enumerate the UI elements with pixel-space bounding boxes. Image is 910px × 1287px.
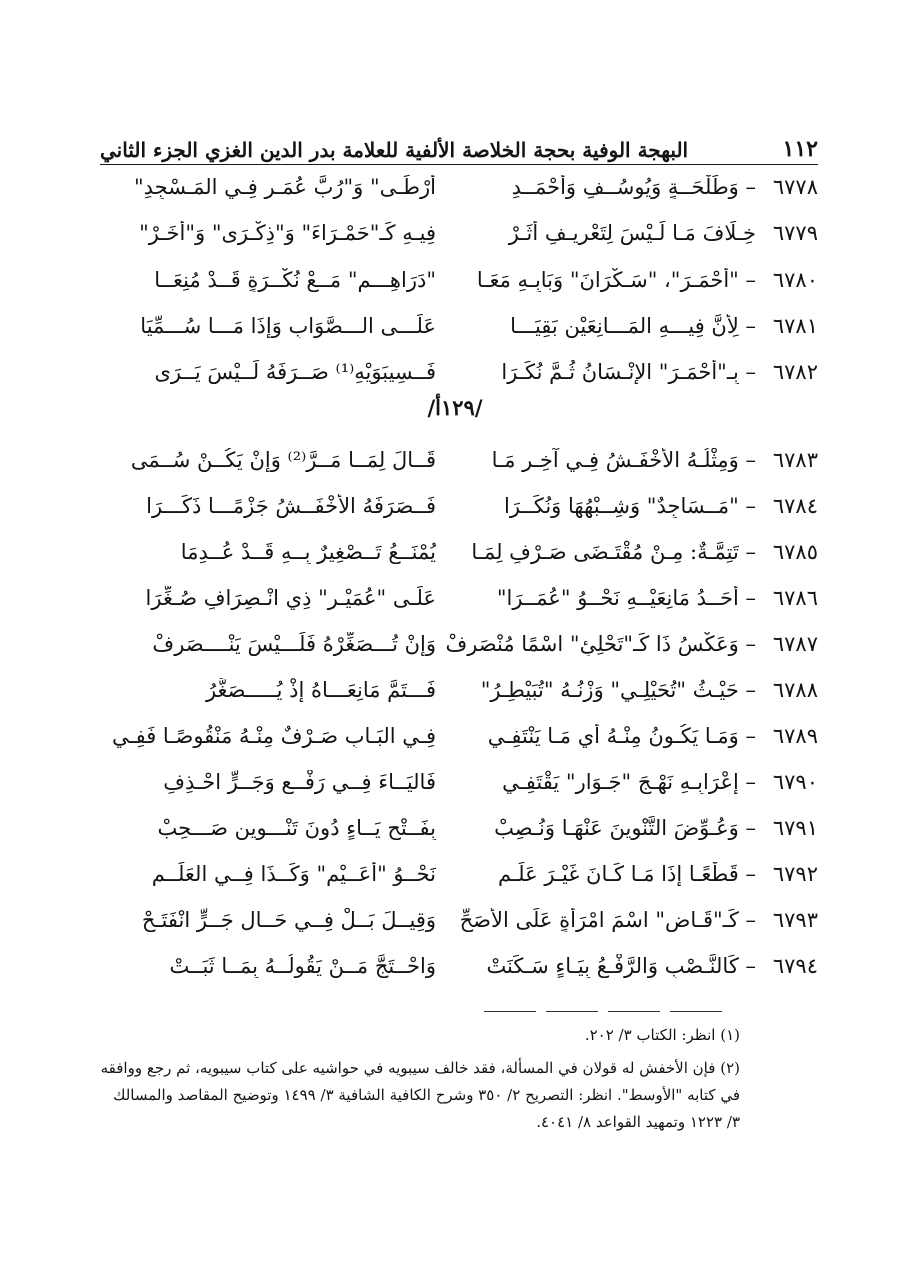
header-title: البهجة الوفية بحجة الخلاصة الألفية للعلامة بدر الدين الغزي الجزء الثاني: [100, 138, 689, 162]
verse-number: ٦٧٨١: [772, 314, 818, 338]
second-hemistich: فِـي البَـابِ صَـرْفٌ مِنْـهُ مَنْقُوصًـا فَفِـي: [111, 724, 436, 748]
first-hemistich: – وَعُـوِّضَ التَّنْوِينَ عَنْهَـا وَنُـصِبْ: [494, 816, 756, 840]
verse-number: ٦٧٩٢: [772, 862, 818, 886]
second-hemistich: أَرْطَـى" وَ"رُبَّ عُمَـرٍ فِـي المَـسْجِدِ": [133, 175, 436, 199]
first-hemistich: – قَطْعًـا إِذَا مَـا كَـانَ غَيْـرَ عَلَـمِ: [498, 862, 756, 886]
verse-line: [100, 352, 818, 392]
verse-number: ٦٧٩١: [772, 816, 818, 840]
footnotes: [100, 1022, 740, 1142]
folio-marker: /١٢٩أ/: [427, 395, 483, 420]
verse-number: ٦٧٨٣: [772, 448, 818, 472]
first-hemistich: – وَمَـا يَكُـونُ مِنْـهُ أَيِ مَـا يَنْتَفِـي: [487, 724, 756, 748]
second-hemistich: نَحْــوُ "أُعَــيْمٍ" وَكَــذَا فِــي العَلَــمِ: [151, 862, 436, 886]
first-hemistich: – حَيْـثُ "تُحَيْلِـي" وَزْنُـهُ "تُبَيْطِـرُ": [480, 678, 756, 702]
verse-line: [100, 486, 818, 526]
first-hemistich: خِـلَافَ مَـا لَـيْسَ لِتَعْرِيـفٍ أَثَـرْ: [508, 221, 756, 245]
running-header: [100, 122, 818, 162]
footnote-marker: (٢): [720, 1059, 740, 1077]
verse-line: [100, 306, 818, 346]
second-hemistich: يُمْنَــعُ تَــصْغِيرٌ بِــهِ قَــدْ عُــدِمَا: [180, 540, 436, 564]
verse-line: [100, 532, 818, 572]
verse-number: ٦٧٨٥: [772, 540, 818, 564]
verse-line: [100, 213, 818, 253]
second-hemistich: قَــالَ لِمَــا مَــرَّ⁽²⁾ وَإِنْ يَكُــنْ سُــمَى: [130, 448, 436, 472]
verse-number: ٦٧٩٤: [772, 954, 818, 978]
footnote: [100, 1022, 740, 1049]
verse-line: [100, 440, 818, 480]
second-hemistich: وَإِنْ تُـــصَغِّرْهُ فَلَـــيْسَ يَنْــــصَرِفْ: [152, 632, 436, 656]
second-hemistich: فَـــتَمَّ مَانِعَـــاهُ إِذْ يُـــــصَغَّرُ: [205, 678, 436, 702]
second-hemistich: عَلَـــى الـــصَّوَابِ وَإِذَا مَـــا سُـــمِّيَا: [140, 314, 436, 338]
first-hemistich: – وَطَلْحَــةٍ وَيُوسُــفٍ وَأَحْمَــدِ: [511, 175, 756, 199]
second-hemistich: بِفَــتْحٍ يَــاءٍ دُونَ تَنْـــوِينٍ صَـــحِبْ: [157, 816, 436, 840]
verse-line: [100, 854, 818, 894]
first-hemistich: – كَـ"قَـاضٍ" اسْمَ امْرَأَةٍ عَلَى الأَصَحِّ: [459, 908, 756, 932]
verse-number: ٦٧٧٨: [772, 175, 818, 199]
page-number: ١١٢: [782, 136, 818, 162]
verse-line: [100, 670, 818, 710]
first-hemistich: – وَعَكْسُ ذَا كَـ"تَحْلِئٍ" اسْمًا مُنْصَرِفْ: [445, 632, 756, 656]
first-hemistich: – "أَحْمَـرَ"، "سَـكْرَانَ" وَبَابِـهِ مَعَـا: [476, 268, 756, 292]
first-hemistich: – إِعْرَابِـهِ نَهْـجَ "جَـوَارٍ" يَقْتَفِـي: [502, 770, 756, 794]
verse-line: [100, 624, 818, 664]
header-rule: [100, 164, 818, 165]
verse-number: ٦٧٨٩: [772, 724, 818, 748]
second-hemistich: وَقِيــلَ بَــلْ فِــي حَــالِ جَــرٍّ انْفَتَـحْ: [141, 908, 436, 932]
verse-line: [100, 808, 818, 848]
verse-number: ٦٧٧٩: [772, 221, 818, 245]
second-hemistich: "دَرَاهِـــمٍ" مَــعْ نُكْــرَةٍ قَــدْ مُنِعَــا: [154, 268, 436, 292]
verse-number: ٦٧٨٦: [772, 586, 818, 610]
verse-line: [100, 578, 818, 618]
verse-number: ٦٧٨٤: [772, 494, 818, 518]
footnote-separator: [484, 1011, 536, 1012]
first-hemistich: – كَالنَّـصْبِ وَالرَّفْـعُ بِيَـاءٍ سَـكَنَتْ: [486, 954, 756, 978]
verse-number: ٦٧٨٧: [772, 632, 818, 656]
second-hemistich: فِيـهِ كَـ"حَمْـرَاءَ" وَ"ذِكْـرَى" وَ"أُخَـرْ": [139, 221, 436, 245]
verse-number: ٦٧٩٠: [772, 770, 818, 794]
verse-line: [100, 946, 818, 986]
footnote-text: انظر: الكتاب ٣/ ٢٠٢.: [584, 1026, 716, 1044]
footnote-marker: (١): [720, 1026, 740, 1044]
first-hemistich: – أَحَــدُ مَانِعَيْــهِ نَحْــوُ "عُمَــرَا": [496, 586, 756, 610]
verse-number: ٦٧٨٢: [772, 360, 818, 384]
first-hemistich: – لِأَنَّ فِيـــهِ المَـــانِعَيْنِ بَقِيَـــا: [510, 314, 756, 338]
verse-number: ٦٧٩٣: [772, 908, 818, 932]
verse-number: ٦٧٨٨: [772, 678, 818, 702]
footnote-separator: [546, 1011, 598, 1012]
second-hemistich: فَــسِيبَوَيْهِ⁽¹⁾ صَــرَفَهُ لَــيْسَ يَــرَى: [154, 360, 436, 384]
second-hemistich: فَاليَــاءَ فِــي رَفْــعٍ وَجَــرٍّ احْـذِفِ: [163, 770, 436, 794]
footnote-separator: [608, 1011, 660, 1012]
verse-line: [100, 167, 818, 207]
first-hemistich: – بِـ"أَحْمَـرَ" الإِنْـسَانُ ثُـمَّ نُكِّـرَا: [501, 360, 756, 384]
verse-line: [100, 900, 818, 940]
footnote: [100, 1055, 740, 1136]
second-hemistich: فَــصَرَفَهُ الأَخْفَــشُ جَزْمًـــا ذَكَـــرَا: [146, 494, 436, 518]
footnote-separator: [670, 1011, 722, 1012]
first-hemistich: – تَتِمَّـةٌ: مِـنْ مُقْتَـضَى صَـرْفٍ لِمَـا: [471, 540, 756, 564]
first-hemistich: – وَمِثْلُـهُ الأَخْفَـشُ فِـي آخِـرِ مَـا: [491, 448, 756, 472]
verse-number: ٦٧٨٠: [772, 268, 818, 292]
first-hemistich: – "مَــسَاجِدٌ" وَشِــبْهُهَا وَنُكِّــرَا: [504, 494, 756, 518]
verse-line: [100, 260, 818, 300]
footnote-text: فإن الأخفش له قولان في المسألة، فقد خالف سيبويه في حواشيه على كتاب سيبويه، ثم رجع ووافقه في كتابه "الأوسط". انظر: التصريح ٢/ ٣٥٠ وشرح الكافية الشافية ٣/ ١٤٩٩ وتوضيح المقاصد والمسالك ٣/ ١٢٢٣ وتمهيد القواعد ٨/ ٤٠٤١.: [100, 1059, 740, 1131]
second-hemistich: وَاحْــتَجَّ مَــنْ يَقُولُــهُ بِمَــا ثَبَــتْ: [169, 954, 436, 978]
verse-line: [100, 762, 818, 802]
second-hemistich: عَلَـى "عُمَيْـرٍ" ذِي انْـصِرَافٍ صُـغِّرَا: [145, 586, 436, 610]
verse-line: [100, 716, 818, 756]
